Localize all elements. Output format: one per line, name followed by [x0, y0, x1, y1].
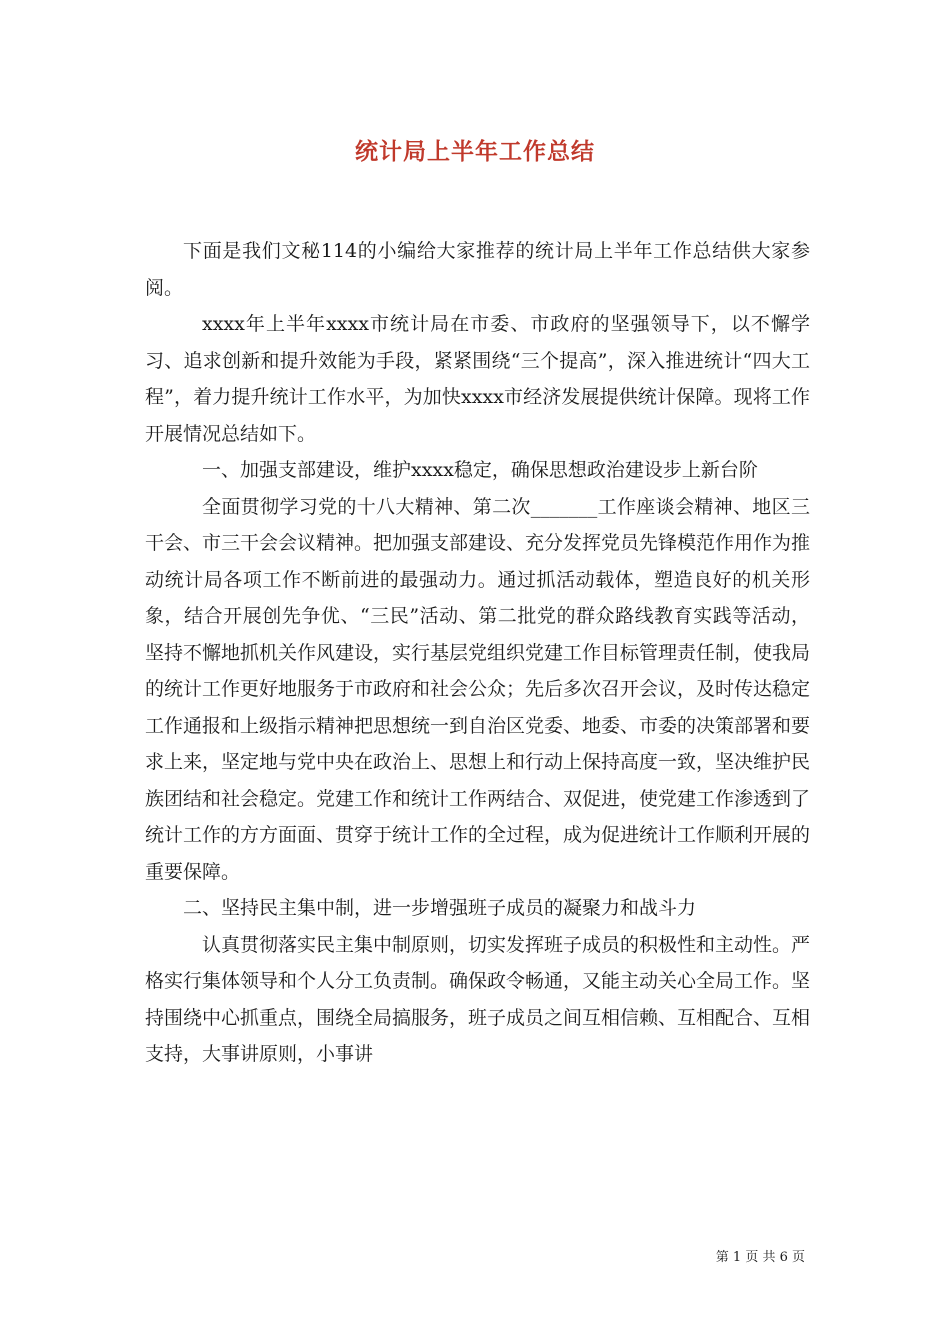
section-body-1: 全面贯彻学习党的十八大精神、第二次_______工作座谈会精神、地区三干会、市三干会会议精神。把加强支部建设、充分发挥党员先锋模范作用作为推动统计局各项工作不断前进的最强动力。通过抓活动载体，塑造良好的机关形象，结合开展创先争优、“三民”活动、第二批党的群众路线教育实践等活动，坚持不懈地抓机关作风建设，实行基层党组织党建工作目标管理责任制，使我局的统计工作更好地服务于市政府和社会公众；先后多次召开会议，及时传达稳定工作通报和上级指示精神把思想统一到自治区党委、地委、市委的决策部署和要求上来，坚定地与党中央在政治上、思想上和行动上保持高度一致，坚决维护民族团结和社会稳定。党建工作和统计工作两结合、双促进，使党建工作渗透到了统计工作的方方面面、贯穿于统计工作的全过程，成为促进统计工作顺利开展的重要保障。	[145, 495, 811, 883]
section-heading-1: 一、加强支部建设，维护xxxx稳定，确保思想政治建设步上新台阶	[202, 459, 758, 481]
page-number: 第 1 页 共 6 页	[715, 1250, 805, 1265]
summary-paragraph: xxxx年上半年xxxx市统计局在市委、市政府的坚强领导下，以不懈学习、追求创新和提升效能为手段，紧紧围绕“三个提高”，深入推进统计“四大工程”，着力提升统计工作水平，为加快xxxx市经济发展提供统计保障。现将工作开展情况总结如下。	[145, 313, 810, 445]
page-title: 统计局上半年工作总结	[355, 138, 595, 165]
section-body-2: 认真贯彻落实民主集中制原则，切实发挥班子成员的积极性和主动性。严格实行集体领导和个人分工负责制。确保政令畅通，又能主动关心全局工作。坚持围绕中心抓重点，围绕全局搞服务，班子成员之间互相信赖、互相配合、互相支持，大事讲原则，小事讲	[145, 933, 811, 1065]
section-heading-2: 二、坚持民主集中制，进一步增强班子成员的凝聚力和战斗力	[183, 897, 697, 919]
document-body	[145, 233, 810, 1073]
intro-paragraph: 下面是我们文秘114的小编给大家推荐的统计局上半年工作总结供大家参阅。	[145, 240, 810, 299]
